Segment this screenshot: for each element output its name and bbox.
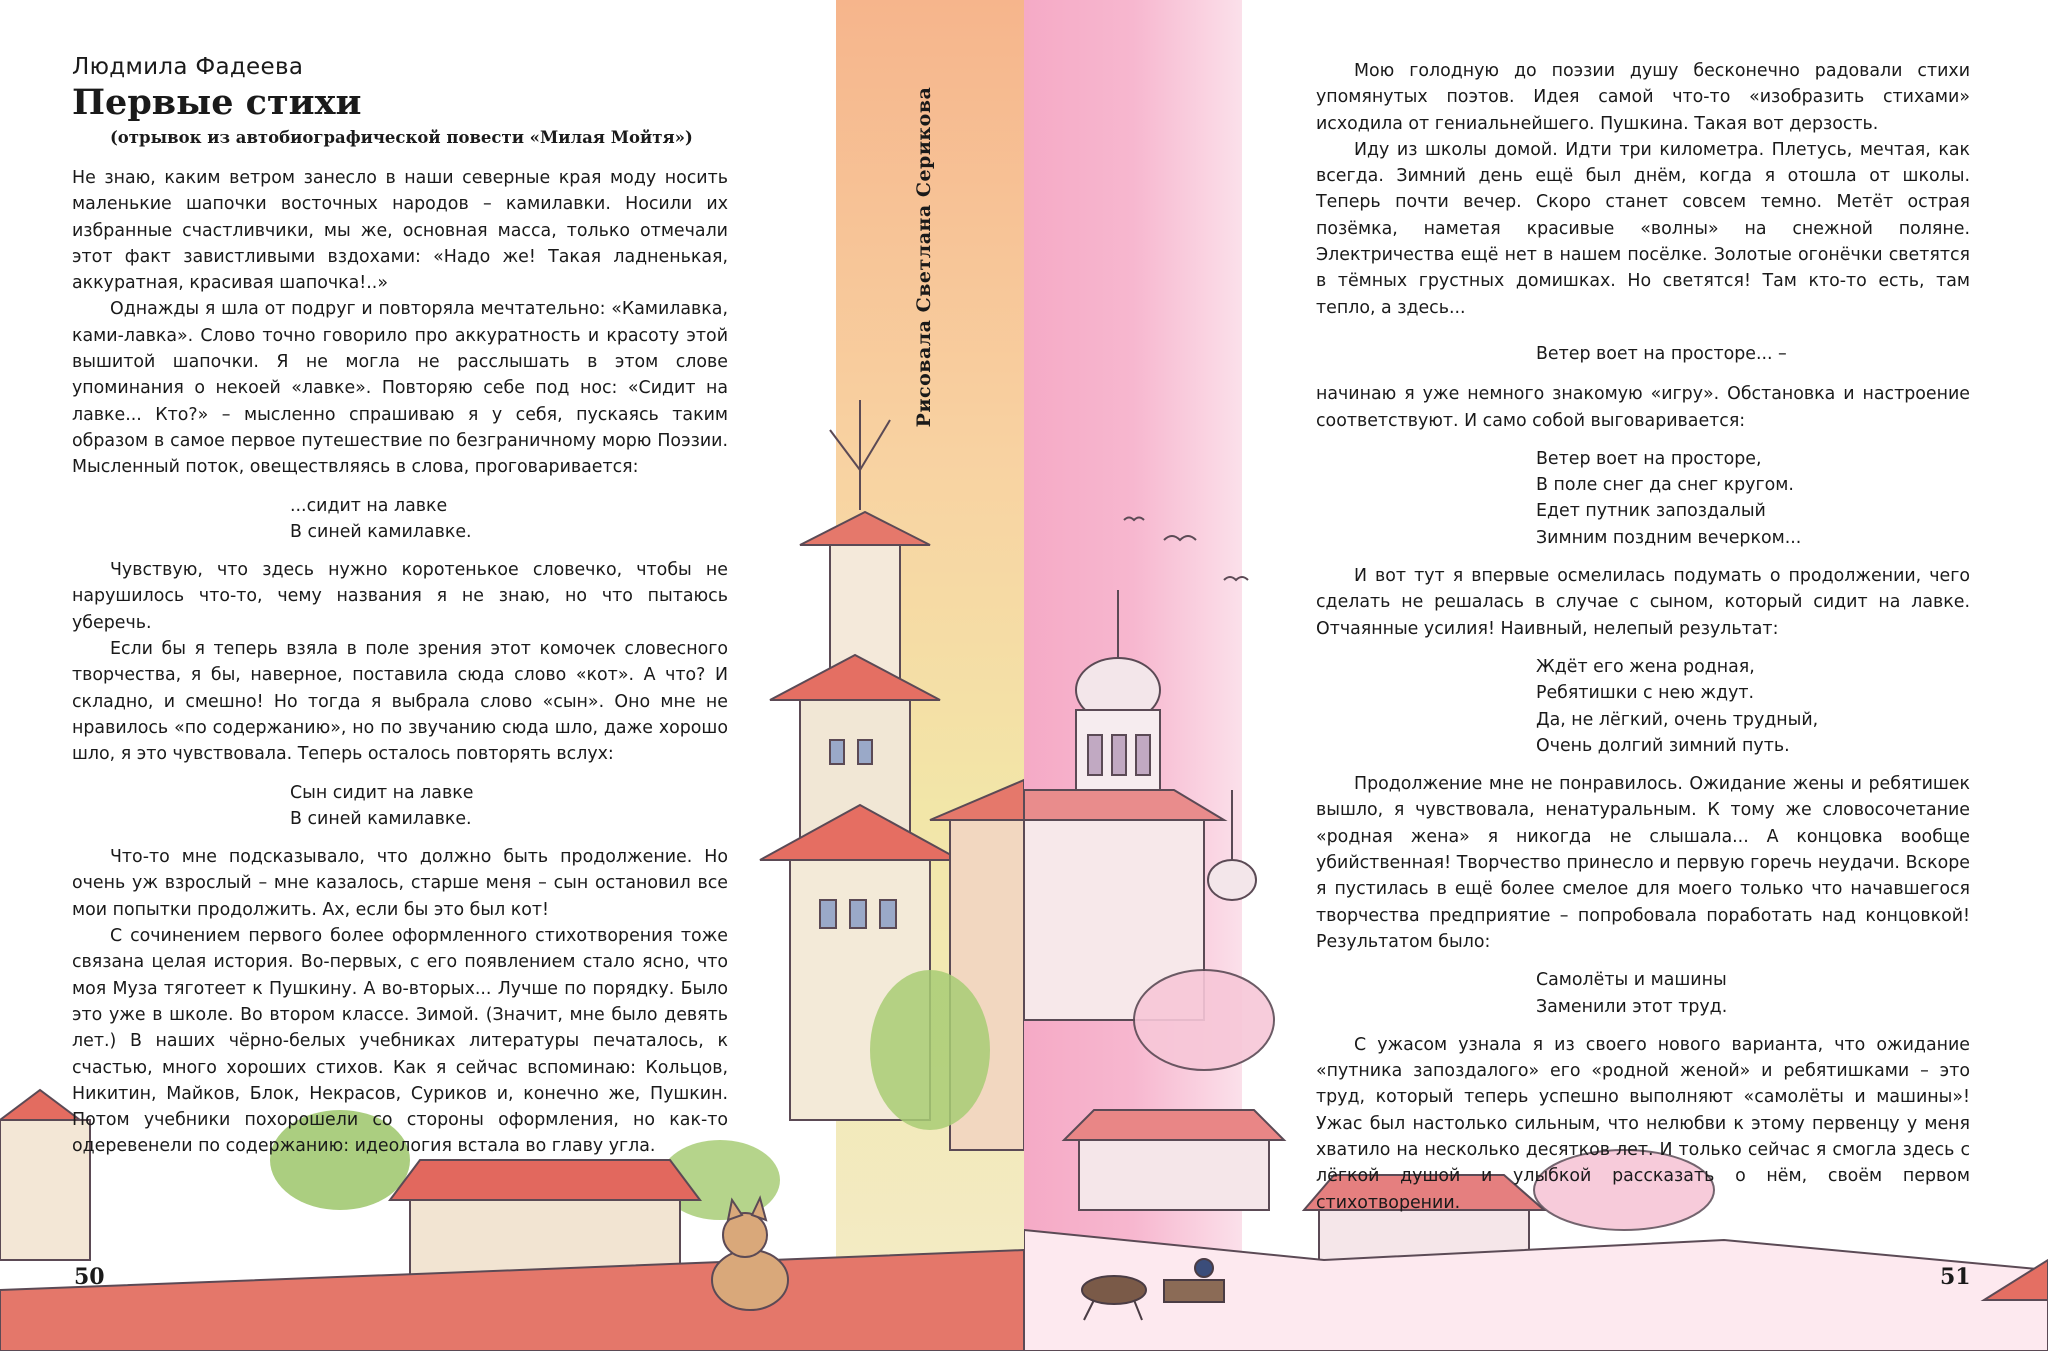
paragraph: С сочинением первого более оформленного стихотворения тоже связана целая история. Во-первых, с его появлением стало ясно, что моя Муза тяготеет к Пушкину. А во-вторых... Лучше по порядку. Было это уже в школе. Во втором классе. Зимой. (Значит, мне было девять лет.) В наших чёрно-белых учебниках литературы печаталось, к счастью, много хороших стихов. Как я сейчас вспоминаю: Кольцов, Никитин, Майков, Блок, Некрасов, Суриков и, конечно же, Пушкин. Потом учебники похорошели со стороны оформления, но как-то одеревенели по содержанию: идеология встала во главу угла. xyxy=(72,926,728,1157)
paragraph: Не знаю, каким ветром занесло в наши северные края моду носить маленькие шапочки восточных народов – камилавки. Носили их избранные счастливчики, мы же, основная масса, только отмечали этот факт завистливыми вздохами: «Надо же! Такая ладненькая, аккуратная, красивая шапочка!..» xyxy=(72,168,728,294)
verse xyxy=(1536,341,1970,367)
verse xyxy=(1536,654,1970,759)
verse-line: Да, не лёгкий, очень трудный, xyxy=(1536,709,1819,730)
paragraph: Продолжение мне не понравилось. Ожидание жены и ребятишек вышло, я чувствовала, ненатуральным. К тому же словосочетание «родная жена» я никогда не слышала... А концовка вообще убийственная! Творчество принесло и первую горечь неудачи. Вскоре я пустилась в ещё более смелое для моего только что начавшегося творчества предприятие – попробовала поработать над концовкой! Результатом было: xyxy=(1316,774,1970,952)
paragraph: Что-то мне подсказывало, что должно быть продолжение. Но очень уж взрослый – мне казалось, старше меня – сын остановил все мои попытки продолжить. Ах, если бы это был кот! xyxy=(72,847,728,920)
paragraph: И вот тут я впервые осмелилась подумать о продолжении, чего сделать не решалась в случае с сыном, который сидит на лавке. Отчаянные усилия! Наивный, нелепый результат: xyxy=(1316,566,1970,639)
verse-line: Зимним поздним вечерком... xyxy=(1536,527,1802,548)
verse xyxy=(1536,446,1970,551)
verse-line: В поле снег да снег кругом. xyxy=(1536,475,1794,496)
paragraph: Иду из школы домой. Идти три километра. Плетусь, мечтая, как всегда. Зимний день ещё был днём, когда я отошла от школы. Теперь почти вечер. Скоро станет совсем темно. Метёт острая позёмка, наметая красивые «волны» на снежной поляне. Электричества ещё нет в нашем посёлке. Золотые огонёчки светятся в тёмных грустных домишках. Но светятся! Там кто-то есть, там тепло, а здесь... xyxy=(1316,139,1970,318)
verse-line: Ребятишки с нею ждут. xyxy=(1536,683,1755,704)
verse-line: Заменили этот труд. xyxy=(1536,996,1728,1017)
verse-line: В синей камилавке. xyxy=(290,808,472,829)
verse-line: Ждёт его жена родная, xyxy=(1536,656,1755,677)
paragraph: Чувствую, что здесь нужно коротенькое словечко, чтобы не нарушилось что-то, чему названия я не знаю, но что пытаюсь уберечь. xyxy=(72,560,728,633)
tree xyxy=(870,970,990,1130)
verse xyxy=(1536,967,1970,1020)
verse-line: Едет путник запоздалый xyxy=(1536,501,1766,522)
right-page xyxy=(1024,0,2048,1351)
story-subtitle: (отрывок из автобиографической повести «Милая Мойтя») xyxy=(110,128,693,147)
verse-line: Сын сидит на лавке xyxy=(290,782,474,803)
verse-line: В синей камилавке. xyxy=(290,521,472,542)
paragraph: Однажды я шла от подруг и повторяла мечтательно: «Камилавка, ками-лавка». Слово точно говорило про аккуратность и красоту этой вышитой шапочки. Я не могла не расслышать в этом слове упоминания о некоей «лавке». Повторяю себе под нос: «Сидит на лавке... Кто?» – мысленно спрашиваю я у себя, пускаясь таким образом в самое первое путешествие по безграничному морю Поэзии. Мысленный поток, овеществляясь в слова, проговаривается: xyxy=(72,299,728,478)
page-number-right: 51 xyxy=(1940,1264,1971,1290)
illustration-credit xyxy=(909,72,939,442)
verse xyxy=(290,493,728,546)
verse-line: ...сидит на лавке xyxy=(290,495,448,516)
paragraph: Мою голодную до поэзии душу бесконечно радовали стихи упомянутых поэтов. Идея самой что-то «изобразить стихами» исходила от гениальнейшего. Пушкина. Такая вот дерзость. xyxy=(1316,61,1970,134)
paragraph: начинаю я уже немного знакомую «игру». Обстановка и настроение соответствуют. И само собой выговаривается: xyxy=(1316,384,1970,431)
verse-line: Ветер воет на просторе... – xyxy=(1536,343,1787,364)
verse-line: Ветер воет на просторе, xyxy=(1536,448,1762,469)
page-number-left: 50 xyxy=(74,1264,105,1290)
author-name: Людмила Фадеева xyxy=(72,54,304,80)
story-title: Первые стихи xyxy=(72,82,362,123)
verse xyxy=(290,780,728,833)
paragraph: С ужасом узнала я из своего нового варианта, что ожидание «путника запоздалого» его «родной женой» и ребятишками – это труд, который теперь успешно выполняют «самолёты и машины»! Ужас был настолько сильным, что нелюбви к этому первенцу у меня хватило на несколько десятков лет. И только сейчас я смогла здесь с лёгкой душой и улыбкой рассказать о нём, своём первом стихотворении. xyxy=(1316,1034,1970,1213)
verse-line: Самолёты и машины xyxy=(1536,970,1727,991)
left-text-column xyxy=(72,165,728,1160)
illustration-credit-text: Рисовала Светлана Серикова xyxy=(913,86,935,428)
right-text-column xyxy=(1316,58,1970,1216)
verse-line: Очень долгий зимний путь. xyxy=(1536,735,1790,756)
paragraph: Если бы я теперь взяла в поле зрения этот комочек словесного творчества, я бы, наверное, поставила сюда слово «кот». А что? И складно, и смешно! Но тогда я выбрала слово «сын». Оно мне не нравилось «по содержанию», но по звучанию сюда шло, даже хорошо шло, я это чувствовала. Теперь осталось повторять вслух: xyxy=(72,639,728,765)
